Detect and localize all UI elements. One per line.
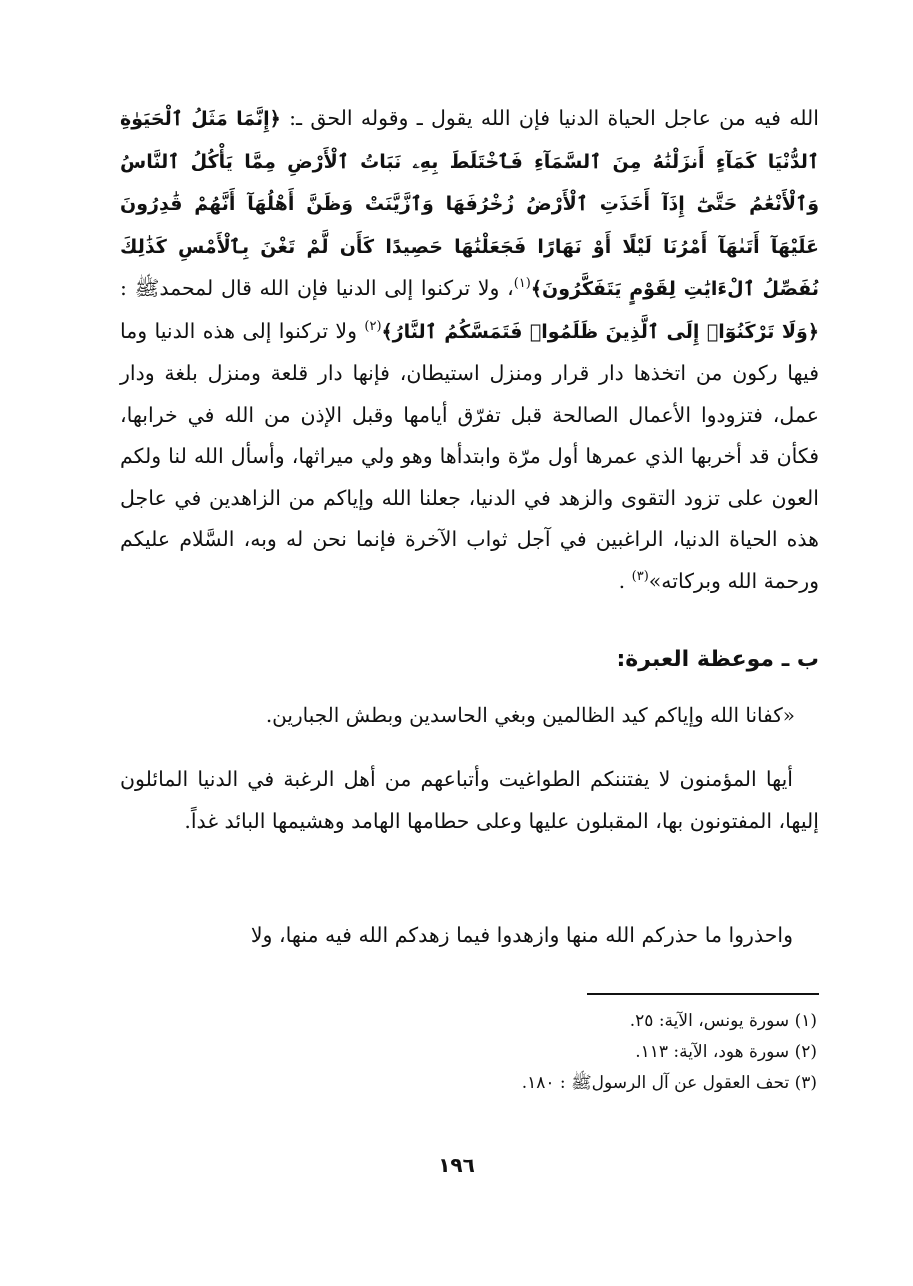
paragraph-2: أيها المؤمنون لا يفتننكم الطواغيت وأتباعهم من أهل الرغبة في الدنيا المائلون إليها، المفتونون بها، المقبلون عليها وعلى حطامها الهامد وهشيمها البائد غداً. — [120, 767, 819, 833]
quran-verse-hud: ﴿وَلَا تَرْكَنُوٓا۟ إِلَى ٱلَّذِينَ ظَلَمُوا۟ فَتَمَسَّكُمُ ٱلنَّارُ﴾ — [381, 320, 820, 343]
footnote-2: (٢) سورة هود، الآية: ١١٣. — [635, 1042, 817, 1062]
paragraph-1 — [120, 98, 819, 602]
footnote-divider — [587, 993, 819, 995]
paragraph-1-rest: ولا تركنوا إلى هذه الدنيا وما فيها ركون من اتخذها دار قرار ومنزل استيطان، فإنها دار قلعة ومنزل بلغة ودار عمل، فتزودوا الأعمال الصالحة قبل تفرّق أيامها وقبل الإذن من الله في خرابها، فكأن قد أخربها الذي عمرها أول مرّة وابتدأها وهو ولي ميراثها، وأسأل الله لنا ولكم العون على تزود التقوى والزهد في الدنيا، جعلنا الله وإياكم من الزاهدين في عاجل هذه الحياة الدنيا، الراغبين في آجل ثواب الآخرة فإنما نحن له وبه، السَّلام عليكم ورحمة الله وبركاته» — [120, 318, 819, 593]
quote-line: «كفانا الله وإياكم كيد الظالمين وبغي الحاسدين وبطش الجبارين. — [265, 703, 795, 727]
footnote-ref-1: (١) — [513, 276, 531, 292]
section-heading: ب ـ موعظة العبرة: — [616, 647, 819, 672]
page-number: ١٩٦ — [438, 1153, 475, 1177]
paragraph-3: واحذروا ما حذركم الله منها وازهدوا فيما زهدكم الله فيه منها، ولا — [250, 923, 793, 947]
paragraph-1-end: . — [618, 568, 632, 593]
paragraph-1-middle: ، ولا تركنوا إلى الدنيا فإن الله قال لمحمدﷺ : — [120, 276, 514, 300]
quran-verse-yunus: ﴿إِنَّمَا مَثَلُ ٱلْحَيَوٰةِ ٱلدُّنْيَا كَمَآءٍ أَنزَلْنَٰهُ مِنَ ٱلسَّمَآءِ فَٱخْتَلَطَ بِهِۦ نَبَاتُ ٱلْأَرْضِ مِمَّا يَأْكُلُ ٱلنَّاسُ وَٱلْأَنْعَٰمُ حَتَّىٰٓ إِذَآ أَخَذَتِ ٱلْأَرْضُ زُخْرُفَهَا وَٱزَّيَّنَتْ وَظَنَّ أَهْلُهَآ أَنَّهُمْ قَٰدِرُونَ عَلَيْهَآ أَتَىٰهَآ أَمْرُنَا لَيْلًا أَوْ نَهَارًا فَجَعَلْنَٰهَا حَصِيدًا كَأَن لَّمْ تَغْنَ بِٱلْأَمْسِ كَذَٰلِكَ نُفَصِّلُ ٱلْءَايَٰتِ لِقَوْمٍ يَتَفَكَّرُونَ﴾ — [120, 108, 819, 300]
paragraph-1-lead: الله فيه من عاجل الحياة الدنيا فإن الله يقول ـ وقوله الحق ـ: — [280, 106, 820, 130]
footnote-ref-2: (٢) — [364, 318, 382, 334]
footnote-ref-3: (٣) — [631, 568, 649, 584]
footnotes-list — [522, 1006, 817, 1099]
footnote-1: (١) سورة يونس، الآية: ٢٥. — [629, 1011, 817, 1031]
footnote-3: (٣) تحف العقول عن آل الرسولﷺ : ١٨٠. — [521, 1073, 817, 1093]
